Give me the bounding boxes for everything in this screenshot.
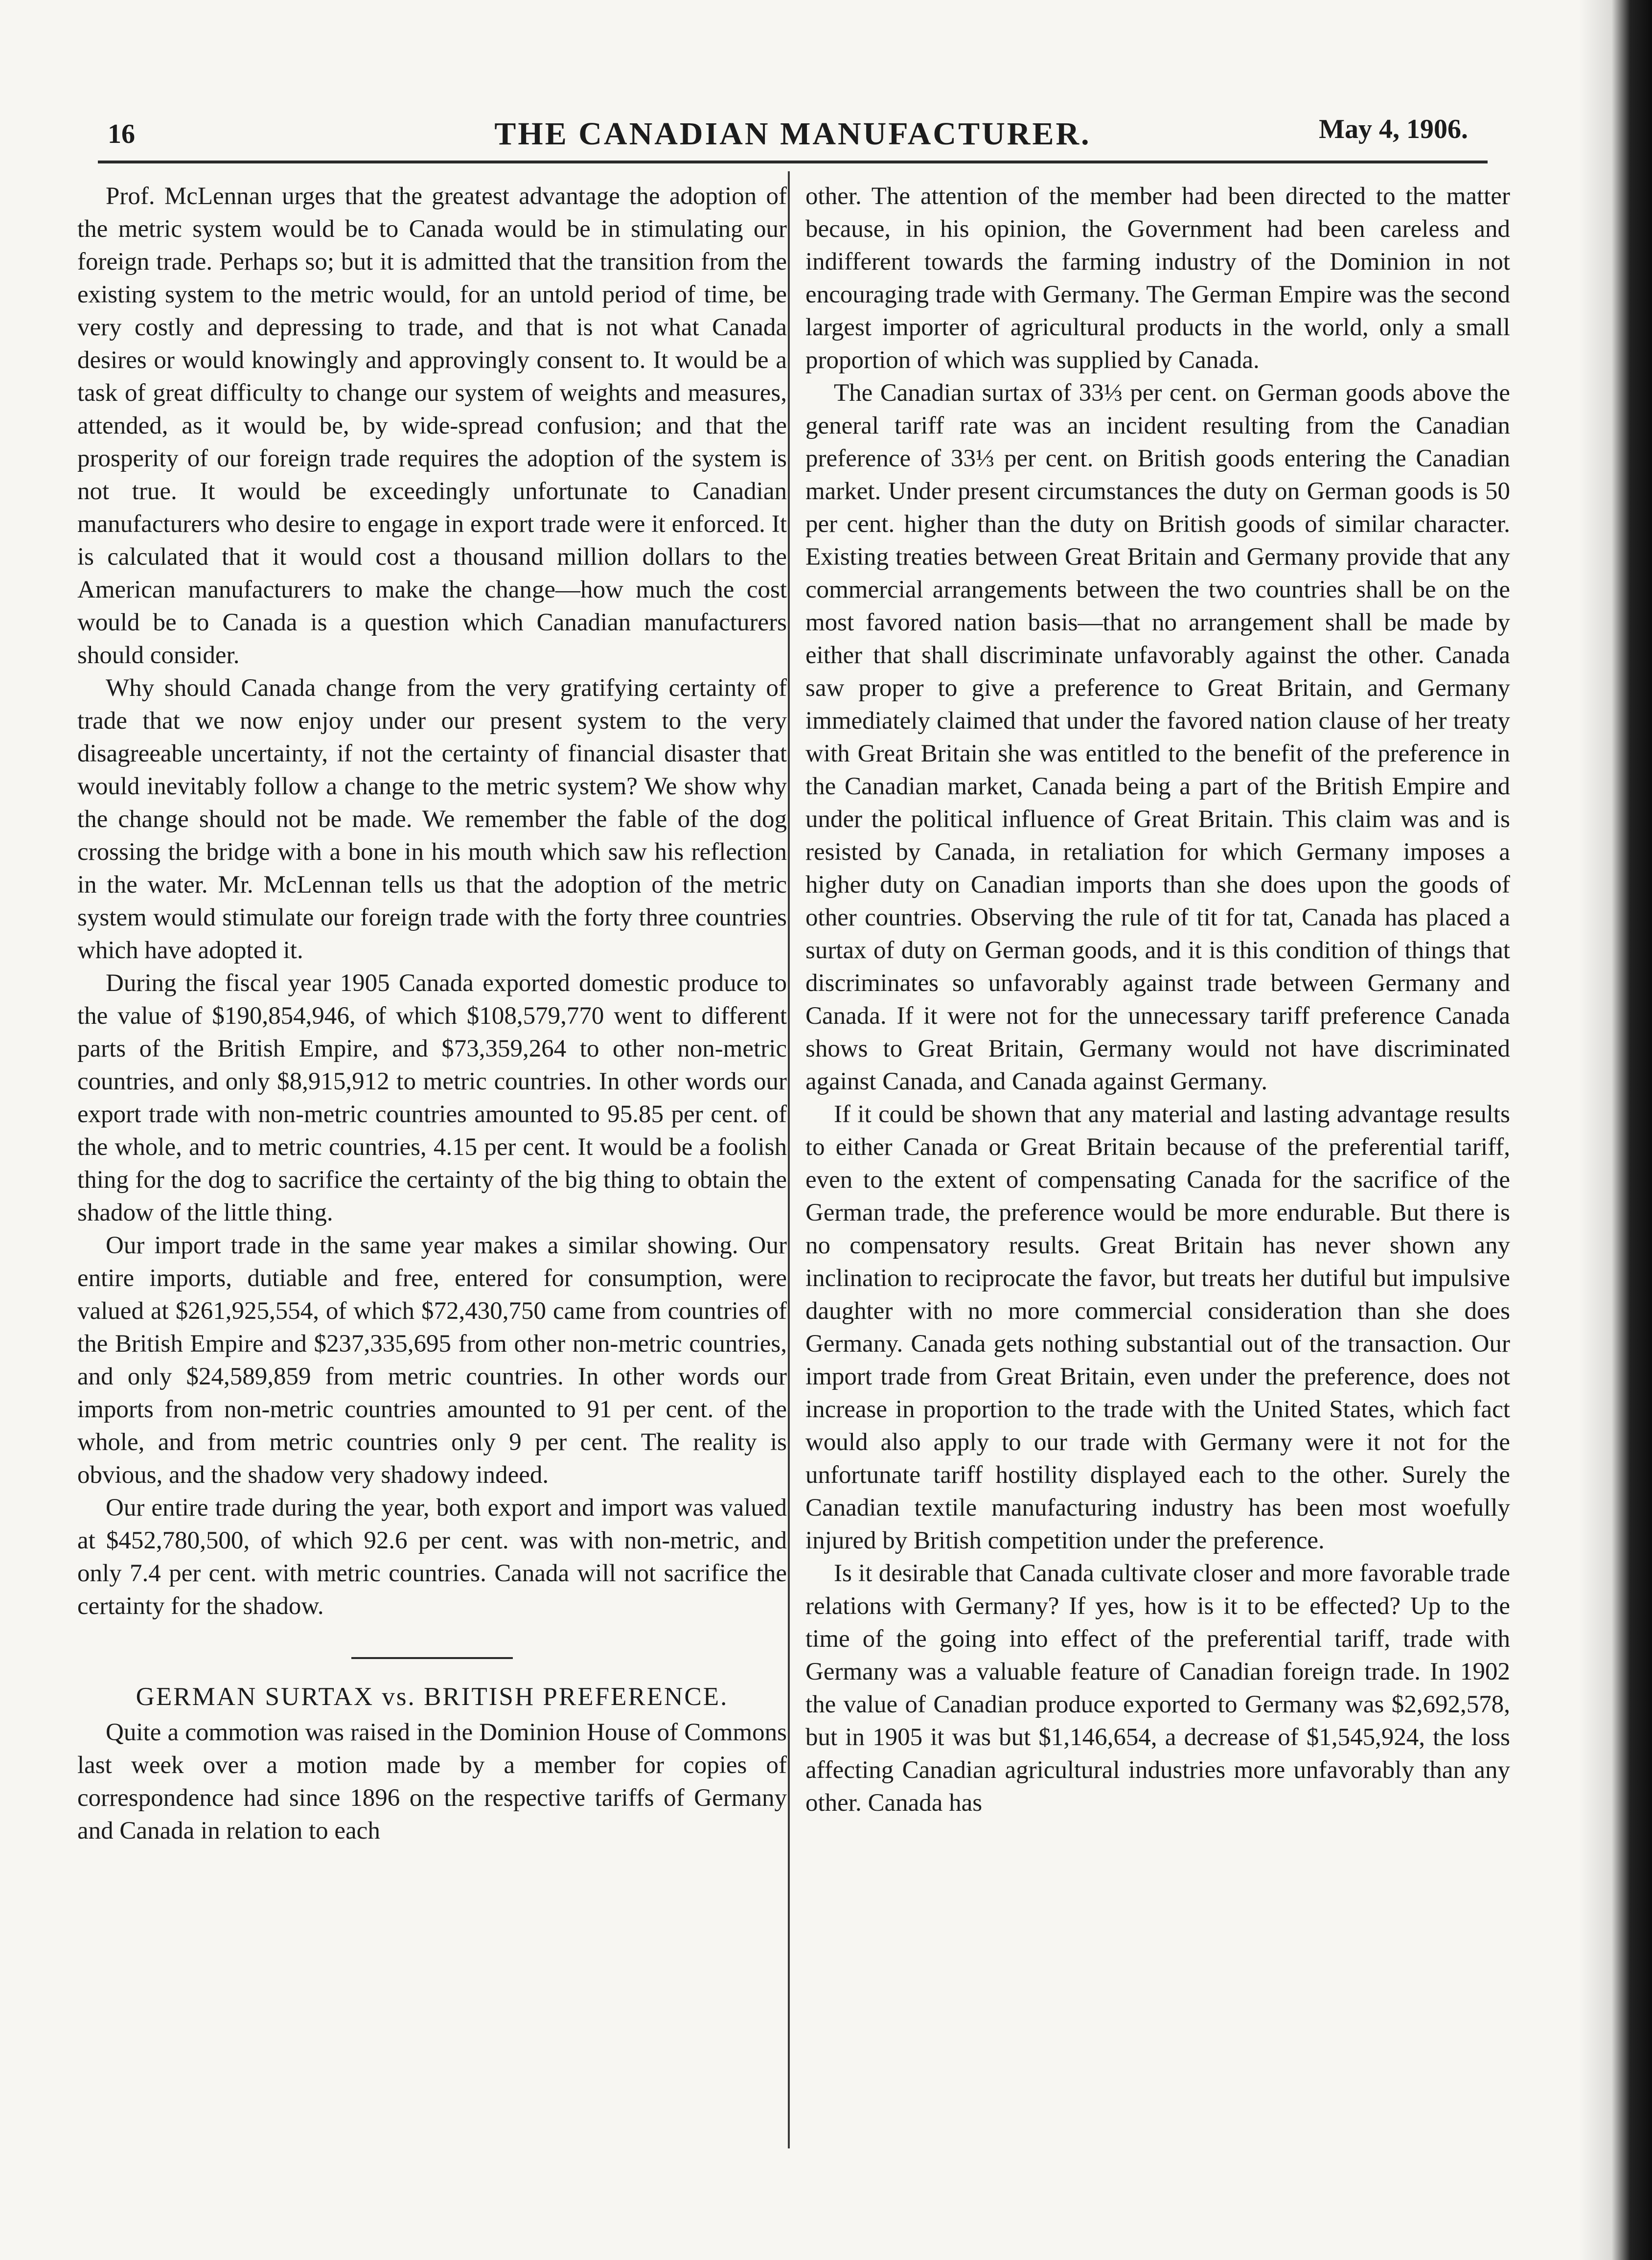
- paragraph: Quite a commotion was raised in the Dominion House of Commons last week over a motion made by a member for copies of correspondence had since 1896 on the respective tariffs of Germany and Canada in relation to each: [77, 1719, 787, 1845]
- section-separator: [351, 1657, 513, 1659]
- paragraph: The Canadian surtax of 33⅓ per cent. on German goods above the general tariff rate was an incident resulting from the Canadian preference of 33⅓ per cent. on British goods entering the Canadian market. Under present circumstances the duty on German goods is 50 per cent. higher than the duty on British goods of similar character. Existing treaties between Great Britain and Germany provide that any commercial arrangements between the two countries shall be on the most favored nation basis—that no arrangement shall be made by either that shall discriminate unfavorably against the other. Canada saw proper to give a preference to Great Britain, and Germany immediately claimed that under the favored nation clause of her treaty with Great Britain she was entitled to the benefit of the preference in the Canadian market, Canada being a part of the British Empire and under the political influence of Great Britain. This claim was and is resisted by Canada, in retaliation for which Germany imposes a higher duty on Canadian imports than she does upon the goods of other countries. Observing the rule of tit for tat, Canada has placed a surtax of duty on German goods, and it is this condition of things that discriminates so unfavorably against trade between Germany and Canada. If it were not for the unnecessary tariff preference Canada shows to Great Britain, Germany would not have discriminated against Canada, and Canada against Germany.: [805, 379, 1510, 1095]
- page-header: [103, 108, 1483, 161]
- paragraph: During the fiscal year 1905 Canada exported domestic produce to the value of $190,854,946, of which $108,579,770 went to different parts of the British Empire, and $73,359,264 to other non-metric countries, and only $8,915,912 to metric countries. In other words our export trade with non-metric countries amounted to 95.85 per cent. of the whole, and to metric countries, 4.15 per cent. It would be a foolish thing for the dog to sacrifice the certainty of the big thing to obtain the shadow of the little thing.: [77, 969, 787, 1226]
- issue-date: May 4, 1906.: [1319, 114, 1468, 144]
- paragraph: Why should Canada change from the very gratifying certainty of trade that we now enjoy under our present system to the very disagreeable uncertainty, if not the certainty of financial disaster that would inevitably follow a change to the metric system? We show why the change should not be made. We remember the fable of the dog crossing the bridge with a bone in his mouth which saw his reflection in the water. Mr. McLennan tells us that the adoption of the metric system would stimulate our foreign trade with the forty three countries which have adopted it.: [77, 674, 787, 964]
- page-edge-shadow: [1579, 0, 1652, 2260]
- section-heading: GERMAN SURTAX vs. BRITISH PREFERENCE.: [136, 1683, 729, 1711]
- publication-title: THE CANADIAN MANUFACTURER.: [494, 116, 1091, 152]
- paragraph: other. The attention of the member had been directed to the matter because, in his opinion, the Government had been careless and indifferent towards the farming industry of the Dominion in not encouraging trade with Germany. The German Empire was the second largest importer of agricultural products in the world, only a small proportion of which was supplied by Canada.: [805, 183, 1510, 374]
- right-column: [805, 180, 1510, 1820]
- paragraph: Prof. McLennan urges that the greatest advantage the adoption of the metric system would be to Canada would be in stimulating our foreign trade. Perhaps so; but it is admitted that the transition from the existing system to the metric would, for an untold period of time, be very costly and depressing to trade, and that is not what Canada desires or would knowingly and approvingly consent to. It would be a task of great difficulty to change our system of weights and measures, attended, as it would be, by wide-spread confusion; and that the prosperity of our foreign trade requires the adoption of the system is not true. It would be exceedingly unfortunate to Canadian manufacturers who desire to engage in export trade were it enforced. It is calculated that it would cost a thousand million dollars to the American manufacturers to make the change—how much the cost would be to Canada is a question which Canadian manufacturers should consider.: [77, 183, 787, 669]
- left-column: [77, 180, 787, 1847]
- page-number: 16: [108, 119, 135, 149]
- paragraph: Our import trade in the same year makes a similar showing. Our entire imports, dutiable and free, entered for consumption, were valued at $261,925,554, of which $72,430,750 came from countries of the British Empire and $237,335,695 from other non-metric countries, and only $24,589,859 from metric countries. In other words our imports from non-metric countries amounted to 91 per cent. of the whole, and from metric countries only 9 per cent. The reality is obvious, and the shadow very shadowy indeed.: [77, 1232, 787, 1489]
- paragraph: Is it desirable that Canada cultivate closer and more favorable trade relations with Germany? If yes, how is it to be effected? Up to the time of the going into effect of the preferential tariff, trade with Germany was a valuable feature of Canadian foreign trade. In 1902 the value of Canadian produce exported to Germany was $2,692,578, but in 1905 it was but $1,146,654, a decrease of $1,545,924, the loss affecting Canadian agricultural industries more unfavorably than any other. Canada has: [805, 1560, 1510, 1817]
- column-divider: [788, 171, 790, 2148]
- paragraph: If it could be shown that any material and lasting advantage results to either Canada or Great Britain because of the preferential tariff, even to the extent of compensating Canada for the sacrifice of the German trade, the preference would be more endurable. But there is no compensatory results. Great Britain has never shown any inclination to reciprocate the favor, but treats her dutiful but impulsive daughter with no more commercial consideration than she does Germany. Canada gets nothing substantial out of the transaction. Our import trade from Great Britain, even under the preference, does not increase in proportion to the trade with the United States, which fact would also apply to our trade with Germany were it not for the unfortunate tariff hostility displayed each to the other. Surely the Canadian textile manufacturing industry has been most woefully injured by British competition under the preference.: [805, 1101, 1510, 1554]
- header-rule: [98, 161, 1488, 163]
- paragraph: Our entire trade during the year, both export and import was valued at $452,780,500, of which 92.6 per cent. was with non-metric, and only 7.4 per cent. with metric countries. Canada will not sacrifice the certainty for the shadow.: [77, 1494, 787, 1620]
